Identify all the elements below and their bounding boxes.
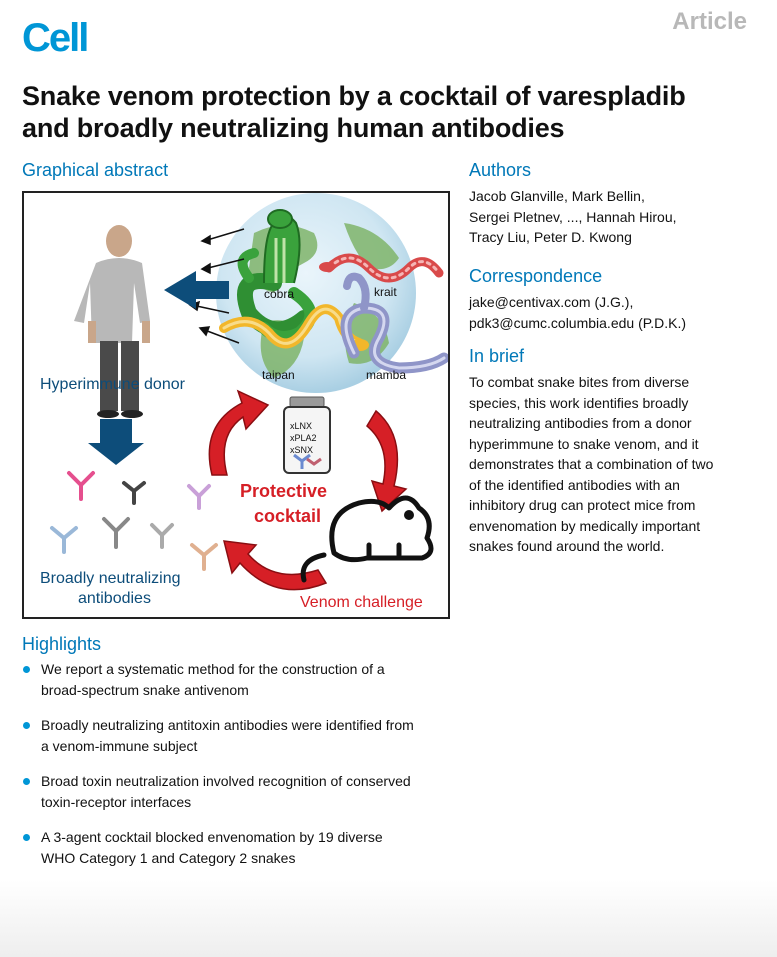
vial-label-xsnx: xSNX <box>290 445 314 455</box>
mouse-illustration <box>303 498 431 580</box>
in-brief-line: of the identified antibodies with an <box>469 476 680 493</box>
paper-title <box>22 80 762 144</box>
cocktail-label-line-2: cocktail <box>254 506 322 526</box>
highlight-line-2: toxin-receptor interfaces <box>41 794 192 810</box>
cocktail-label-line-1: Protective <box>240 481 328 501</box>
in-brief-line: To combat snake bites from diverse <box>469 374 690 390</box>
graphical-abstract <box>22 191 450 619</box>
highlight-line-1: Broadly neutralizing antitoxin antibodies were identified from <box>41 717 414 733</box>
authors-section <box>469 160 759 248</box>
graphical-abstract-heading: Graphical abstract <box>22 160 169 180</box>
in-brief-line: snakes found around the world. <box>469 538 665 554</box>
vial-label-xpla2: xPLA2 <box>290 433 317 443</box>
highlight-line-1: Broad toxin neutralization involved recognition of conserved <box>41 773 411 789</box>
down-arrow-icon <box>88 419 144 465</box>
highlight-item <box>22 771 472 813</box>
title-line-2: and broadly neutralizing human antibodies <box>22 113 565 143</box>
highlights-heading: Highlights <box>22 634 102 654</box>
snake-label-mamba: mamba <box>366 368 407 382</box>
article-type-label: Article <box>672 8 747 35</box>
correspondence-section <box>469 266 759 333</box>
snake-label-taipan: taipan <box>262 368 295 382</box>
bullet-icon <box>23 834 30 841</box>
correspondence-heading: Correspondence <box>469 266 603 286</box>
highlight-line-2: a venom-immune subject <box>41 738 198 754</box>
highlight-item <box>22 827 472 869</box>
antibodies-label-line-2: antibodies <box>78 590 151 607</box>
highlight-line-1: We report a systematic method for the construction of a <box>41 661 385 677</box>
highlight-item <box>22 659 472 701</box>
snake-label-krait: krait <box>374 285 397 299</box>
correspondence-email-2[interactable]: pdk3@cumc.columbia.edu (P.D.K.) <box>469 314 687 331</box>
bullet-icon <box>23 666 30 673</box>
highlight-line-2: WHO Category 1 and Category 2 snakes <box>41 850 296 866</box>
in-brief-line: inhibitory drug can protect mice from <box>469 497 696 513</box>
highlight-line-2: broad-spectrum snake antivenom <box>41 682 249 698</box>
in-brief-line: envenomation by medically important <box>469 517 701 534</box>
authors-line-3: Tracy Liu, Peter D. Kwong <box>469 229 632 245</box>
donor-label: Hyperimmune donor <box>40 376 185 393</box>
snake-label-cobra: cobra <box>264 287 295 301</box>
antibody-icons <box>52 473 216 569</box>
bullet-icon <box>23 778 30 785</box>
graphical-abstract-figure <box>24 193 448 617</box>
in-brief-section <box>469 346 759 557</box>
authors-line-1: Jacob Glanville, Mark Bellin, <box>469 188 645 204</box>
antibodies-label-line-1: Broadly neutralizing <box>40 570 181 587</box>
title-line-1: Snake venom protection by a cocktail of varespladib <box>22 81 686 111</box>
journal-logo: Cell <box>22 16 88 60</box>
vial-label-xlnx: xLNX <box>290 421 313 431</box>
highlight-item <box>22 715 472 757</box>
bullet-icon <box>23 722 30 729</box>
in-brief-line: neutralizing antibodies from a donor <box>469 415 692 431</box>
in-brief-heading: In brief <box>469 346 525 366</box>
authors-heading: Authors <box>469 160 532 180</box>
highlight-line-1: A 3-agent cocktail blocked envenomation by 19 diverse <box>41 829 383 845</box>
highlights-list <box>22 659 472 883</box>
venom-challenge-label: Venom challenge <box>300 594 423 611</box>
in-brief-line: demonstrates that a combination of two <box>469 456 714 472</box>
in-brief-line: hyperimmune to snake venom, and it <box>469 435 699 452</box>
authors-line-2: Sergei Pletnev, ..., Hannah Hirou, <box>469 208 677 225</box>
correspondence-email-1[interactable]: jake@centivax.com (J.G.), <box>469 294 634 310</box>
in-brief-line: species, this work identifies broadly <box>469 394 689 411</box>
